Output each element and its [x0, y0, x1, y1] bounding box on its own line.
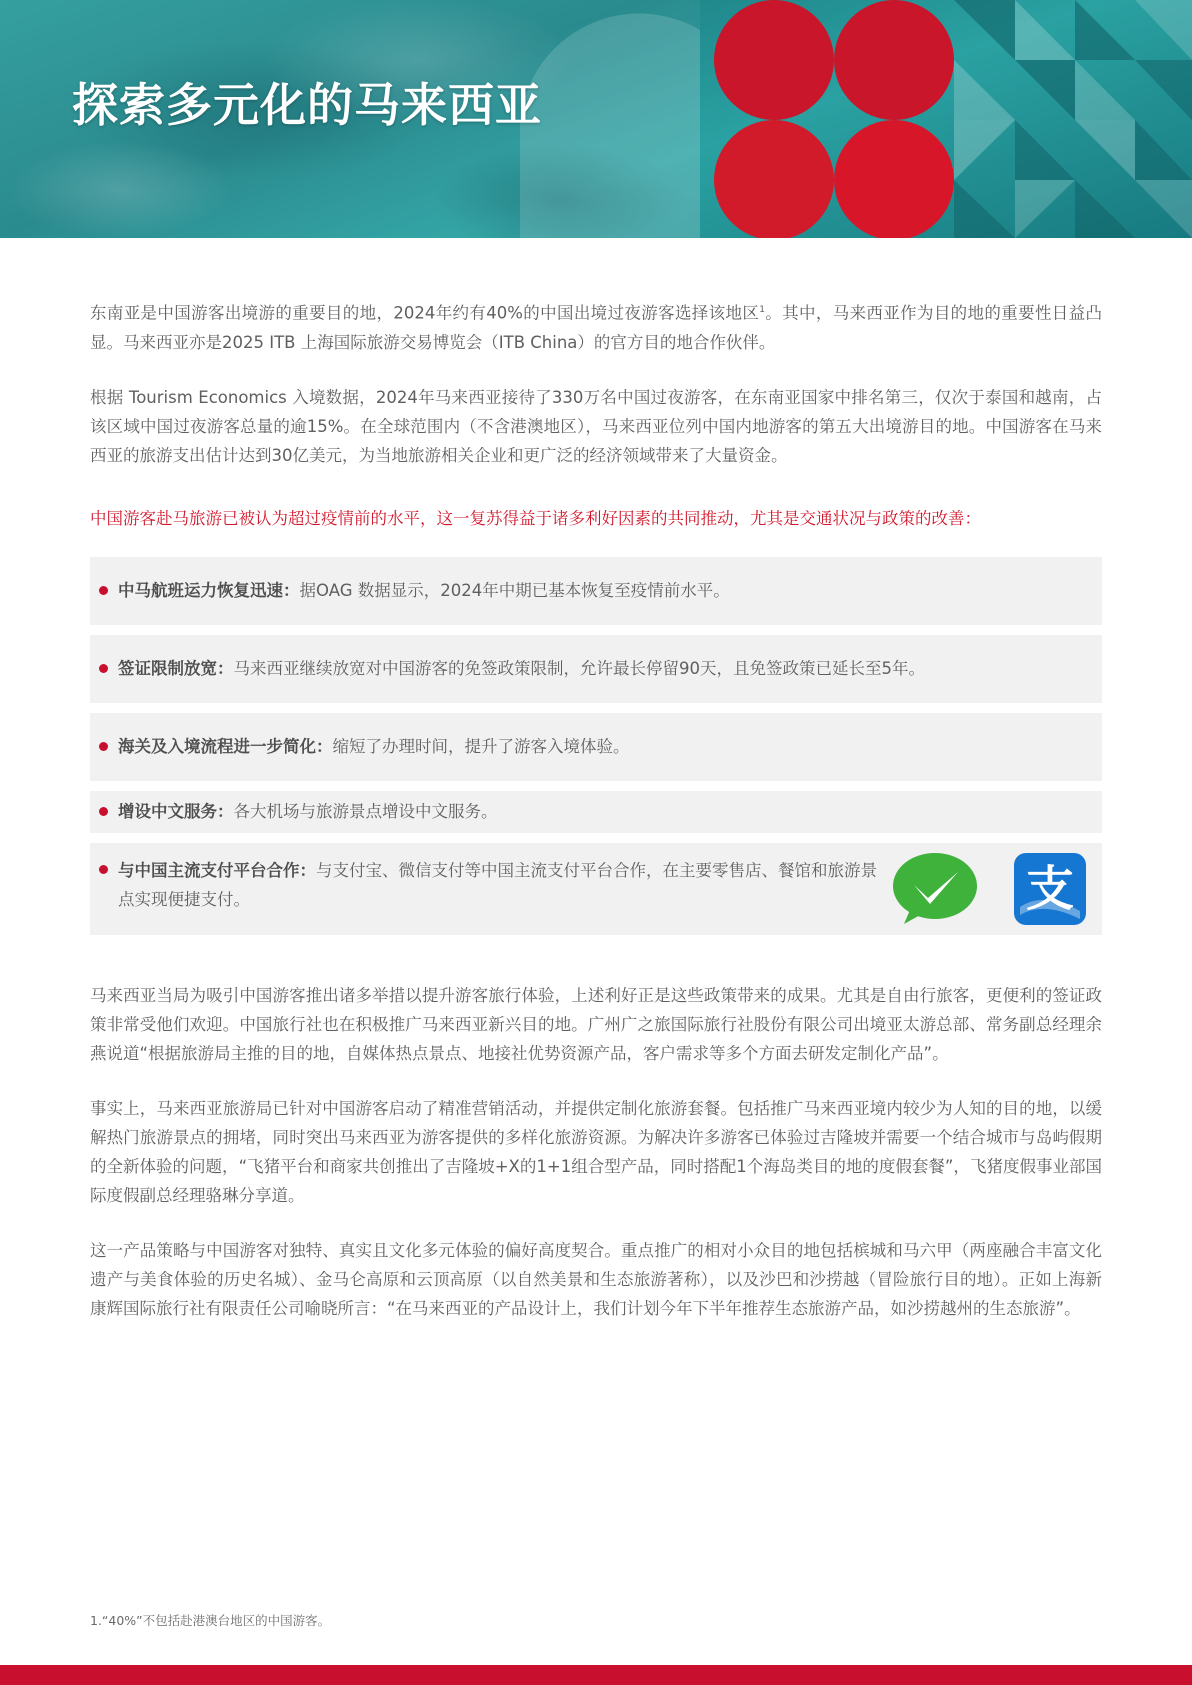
factor-text: 马来西亚继续放宽对中国游客的免签政策限制，允许最长停留90天，且免签政策已延长至5年。: [233, 659, 925, 678]
factor-item-payment: [90, 843, 1102, 935]
red-circle-bottom-left: [714, 120, 834, 238]
banner-triangle: [1015, 180, 1075, 238]
footnote-ref: 1: [759, 305, 765, 315]
banner-triangle: [954, 180, 1015, 238]
footnote: 1.“40%”不包括赴港澳台地区的中国游客。: [90, 1613, 331, 1628]
header-banner: [0, 0, 1192, 238]
factor-text: 各大机场与旅游景点增设中文服务。: [233, 802, 498, 821]
factor-label: 增设中文服务：: [118, 802, 234, 821]
intro-p1-text: 东南亚是中国游客出境游的重要目的地，2024年约有40%的中国出境过夜游客选择该地区: [90, 303, 760, 323]
banner-triangle: [954, 120, 1015, 180]
banner-triangle: [1075, 60, 1135, 120]
banner-triangle: [1015, 0, 1075, 60]
body-paragraph-4: 事实上，马来西亚旅游局已针对中国游客启动了精准营销活动，并提供定制化旅游套餐。包括推广马来西亚境内较少为人知的目的地，以缓解热门旅游景点的拥堵，同时突出马来西亚为游客提供的多样化旅游资源。为解决许多游客已体验过吉隆坡并需要一个结合城市与岛屿假期的全新体验的问题，“飞猪平台和商家共创推出了吉隆坡+X的1+1组合型产品，同时搭配1个海岛类目的地的度假套餐”，飞猪度假事业部国际度假副总经理骆琳分享道。: [90, 1098, 1102, 1205]
intro-paragraph-2: 根据 Tourism Economics 入境数据，2024年马来西亚接待了330万名中国过夜游客，在东南亚国家中排名第三，仅次于泰国和越南，占该区域中国过夜游客总量的逾15%。在全球范围内（不含港澳地区），马来西亚位列中国内地游客的第五大出境游目的地。中国游客在马来西亚的旅游支出估计达到30亿美元，为当地旅游相关企业和更广泛的经济领域带来了大量资金。: [90, 387, 1102, 465]
banner-triangle: [1075, 180, 1135, 238]
factor-text: 与支付宝、微信支付等中国主流支付平台合作，在主要零售店、餐馆和旅游景点实现便捷支付。: [118, 860, 877, 909]
red-circle-bottom-right: [834, 120, 954, 238]
bullet-dot: [99, 865, 108, 874]
factor-text: 据OAG 数据显示，2024年中期已基本恢复至疫情前水平。: [299, 581, 730, 600]
payment-icons: [892, 852, 1086, 926]
bullet-dot: [99, 586, 108, 595]
bullet-dot: [99, 807, 108, 816]
factor-label: 与中国主流支付平台合作：: [118, 860, 316, 880]
red-circle-top-right: [834, 0, 954, 120]
banner-triangle: [1135, 60, 1192, 120]
factor-label: 海关及入境流程进一步简化：: [118, 737, 333, 756]
factor-text: 缩短了办理时间，提升了游客入境体验。: [332, 737, 630, 756]
alipay-glyph: 支: [1025, 860, 1075, 917]
factor-item-customs: [90, 713, 1102, 781]
banner-triangle: [1135, 120, 1192, 180]
intro-paragraph-1: [90, 296, 1102, 357]
banner-triangle: [954, 60, 1015, 120]
factor-item-chinese-service: [90, 791, 1102, 833]
recovery-factor-list: [90, 557, 1102, 935]
body-section: [90, 981, 1102, 1323]
factor-text-wrap: [118, 843, 888, 914]
factor-item-flights: [90, 557, 1102, 625]
factor-label: 签证限制放宽：: [118, 659, 234, 678]
article-body: [90, 296, 1102, 1349]
bottom-accent-bar: [0, 1665, 1192, 1685]
page-title: 探索多元化的马来西亚: [72, 78, 542, 132]
bullet-dot: [99, 664, 108, 673]
banner-triangle: [954, 0, 1015, 60]
intro-p1-text-after: 。其中，马来西亚作为目的地的重要性日益凸显。马来西亚亦是2025 ITB 上海国际旅游交易博览会（ITB China）的官方目的地合作伙伴。: [90, 303, 1103, 352]
banner-triangle: [1075, 120, 1135, 180]
body-paragraph-5: 这一产品策略与中国游客对独特、真实且文化多元体验的偏好高度契合。重点推广的相对小众目的地包括槟城和马六甲（两座融合丰富文化遗产与美食体验的历史名城）、金马仑高原和云顶高原（以自然美景和生态旅游著称），以及沙巴和沙捞越（冒险旅行目的地）。正如上海新康辉国际旅行社有限责任公司喻晓所言：“在马来西亚的产品设计上，我们计划今年下半年推荐生态旅游产品，如沙捞越州的生态旅游”。: [90, 1240, 1102, 1318]
bullet-dot: [99, 742, 108, 751]
factor-label: 中马航班运力恢复迅速：: [118, 581, 300, 600]
alipay-icon: [1014, 853, 1086, 925]
banner-triangle: [1135, 180, 1192, 238]
body-paragraph-3: 马来西亚当局为吸引中国游客推出诸多举措以提升游客旅行体验，上述利好正是这些政策带来的成果。尤其是自由行旅客，更便利的签证政策非常受他们欢迎。中国旅行社也在积极推广马来西亚新兴目的地。广州广之旅国际旅行社股份有限公司出境亚太游总部、常务副总经理余燕说道“根据旅游局主推的目的地，自媒体热点景点、地接社优势资源产品，客户需求等多个方面去研发定制化产品”。: [90, 985, 1102, 1063]
banner-triangle: [1015, 120, 1075, 180]
red-circle-top-left: [714, 0, 834, 120]
factor-item-visa: [90, 635, 1102, 703]
banner-triangle: [1135, 0, 1192, 60]
highlight-statement: 中国游客赴马旅游已被认为超过疫情前的水平，这一复苏得益于诸多利好因素的共同推动，尤其是交通状况与政策的改善：: [90, 508, 981, 528]
banner-triangle: [1015, 60, 1075, 120]
banner-triangle: [1075, 0, 1135, 60]
wechat-pay-icon: [892, 852, 978, 926]
